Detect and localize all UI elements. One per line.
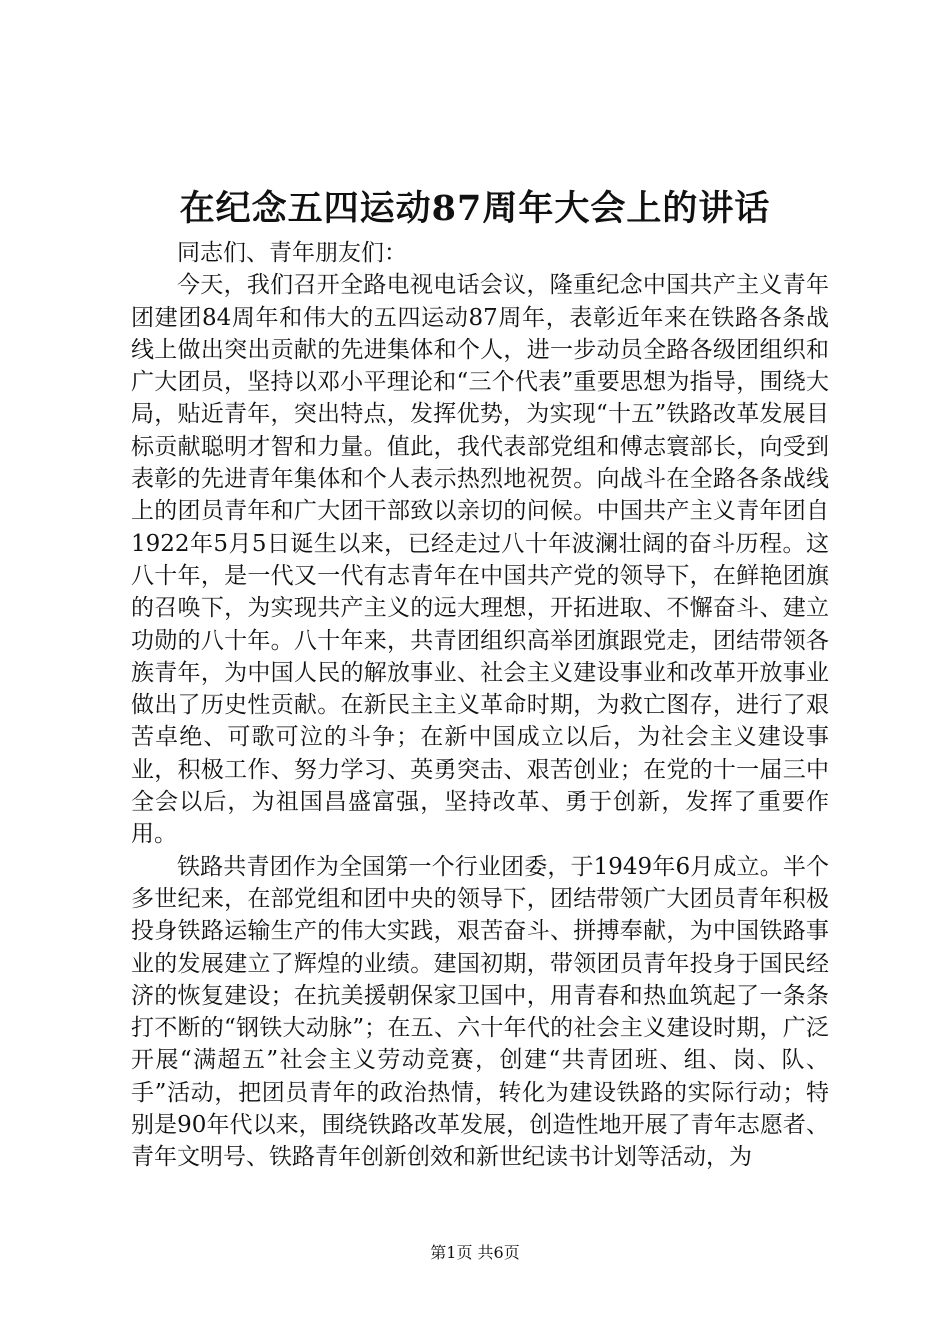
body-paragraph: 铁路共青团作为全国第一个行业团委，于1949年6月成立。半个多世纪来，在部党组和团中央的领导下，团结带领广大团员青年积极投身铁路运输生产的伟大实践，艰苦奋斗、拼搏奉献，为中国铁路事业的发展建立了辉煌的业绩。建国初期，带领团员青年投身于国民经济的恢复建设；在抗美援朝保家卫国中，用青春和热血筑起了一条条打不断的“钢铁大动脉”；在五、六十年代的社会主义建设时期，广泛开展“满超五”社会主义劳动竞赛，创建“共青团班、组、岗、队、手”活动，把团员青年的政治热情，转化为建设铁路的实际行动；特别是90年代以来，围绕铁路改革发展，创造性地开展了青年志愿者、青年文明号、铁路青年创新创效和新世纪读书计划等活动，为 [131,853,829,1171]
salutation-paragraph: 同志们、青年朋友们： [177,240,407,266]
document-body [131,237,829,1174]
page-number-footer: 第1页 共6页 [430,1243,520,1262]
body-paragraph: 今天，我们召开全路电视电话会议，隆重纪念中国共产主义青年团建团84周年和伟大的五四运动87周年，表彰近年来在铁路各条战线上做出突出贡献的先进集体和个人，进一步动员全路各级团组织和广大团员，坚持以邓小平理论和“三个代表”重要思想为指导，围绕大局，贴近青年，突出特点，发挥优势，为实现“十五”铁路改革发展目标贡献聪明才智和力量。值此，我代表部党组和傅志寰部长，向受到表彰的先进青年集体和个人表示热烈地祝贺。向战斗在全路各条战线上的团员青年和广大团干部致以亲切的问候。中国共产主义青年团自1922年5月5日诞生以来，已经走过八十年波澜壮阔的奋斗历程。这八十年，是一代又一代有志青年在中国共产党的领导下，在鲜艳团旗的召唤下，为实现共产主义的远大理想，开拓进取、不懈奋斗、建立功勋的八十年。八十年来，共青团组织高举团旗跟党走，团结带领各族青年，为中国人民的解放事业、社会主义建设事业和改革开放事业做出了历史性贡献。在新民主主义革命时期，为救亡图存，进行了艰苦卓绝、可歌可泣的斗争；在新中国成立以后，为社会主义建设事业，积极工作、努力学习、英勇突击、艰苦创业；在党的十一届三中全会以后，为祖国昌盛富强，坚持改革、勇于创新，发挥了重要作用。 [131,272,829,848]
page-title: 在纪念五四运动87周年大会上的讲话 [179,188,771,229]
